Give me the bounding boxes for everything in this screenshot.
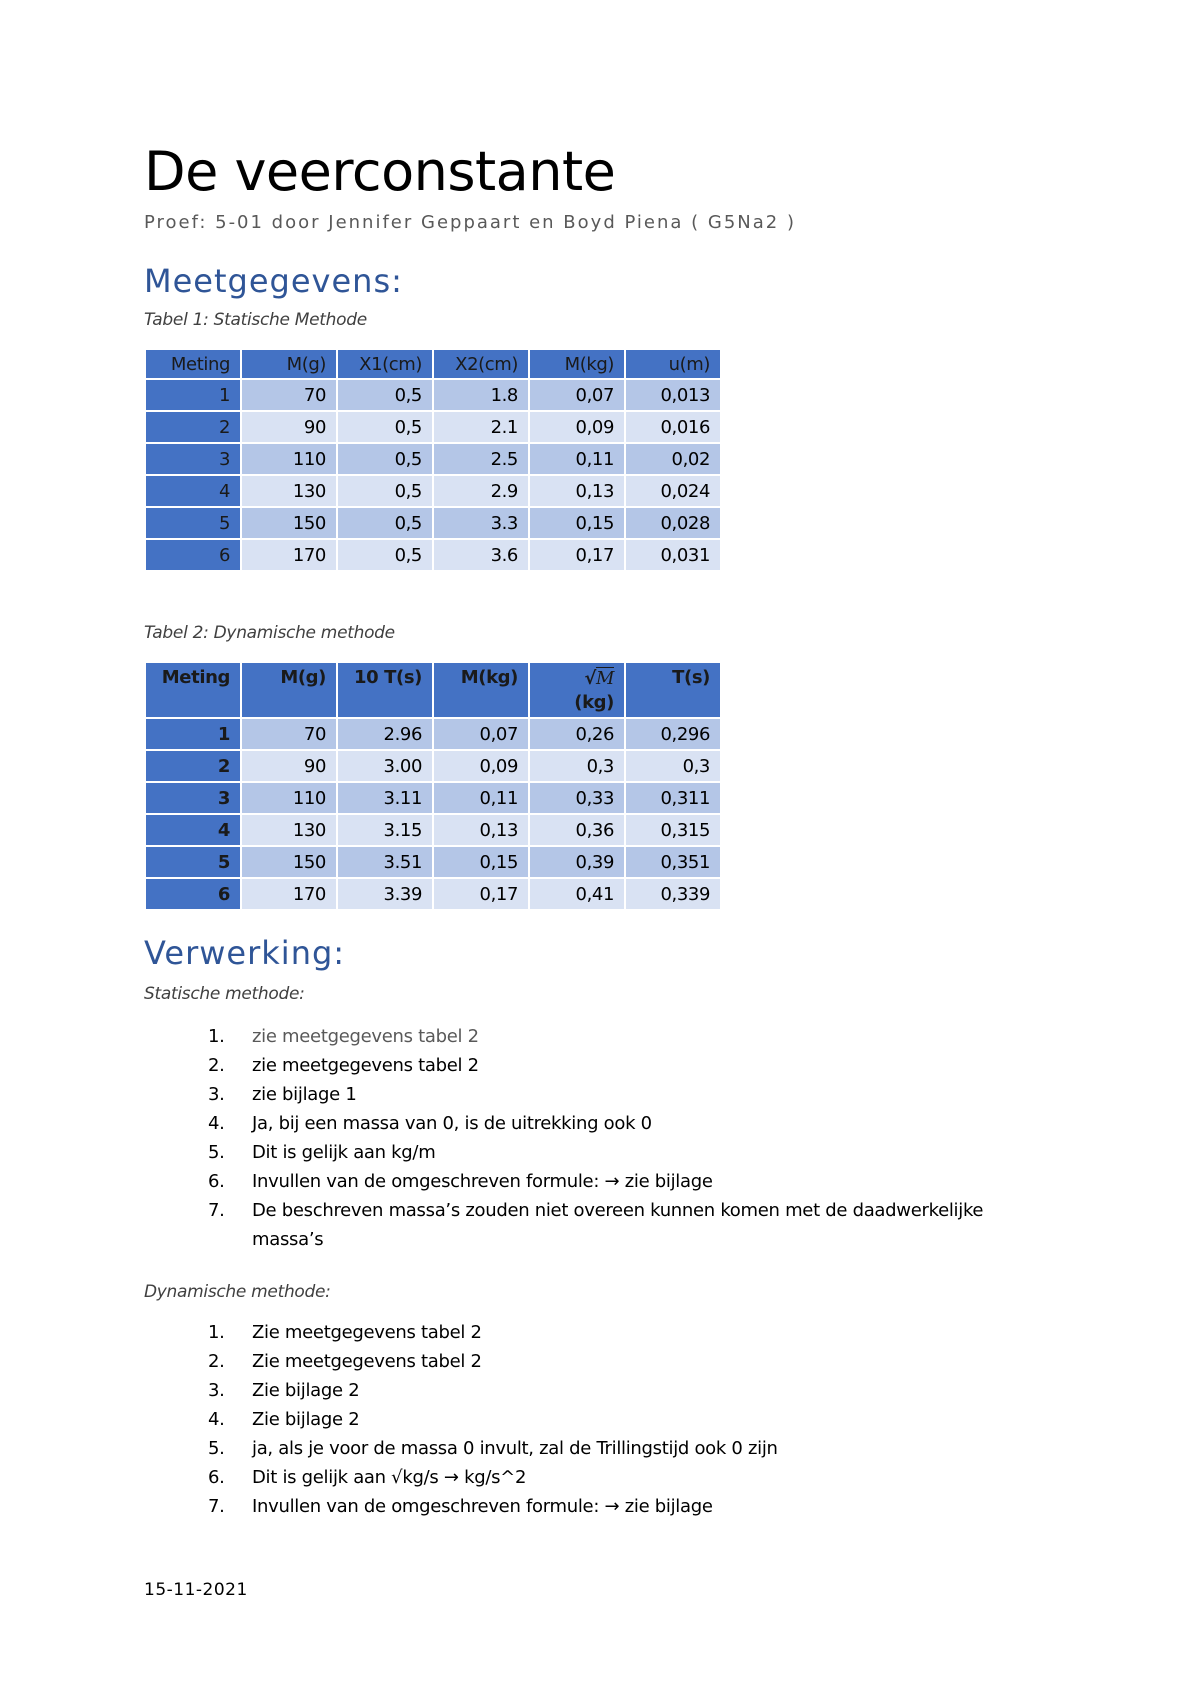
table-cell: 0,33	[529, 782, 625, 814]
footer-date: 15-11-2021	[144, 1580, 248, 1600]
table-cell: 0,016	[625, 411, 721, 443]
table-cell: 0,5	[337, 475, 433, 507]
table-row	[145, 878, 721, 910]
table-cell: 3.15	[337, 814, 433, 846]
table-cell: 0,07	[529, 379, 625, 411]
table-cell: 1.8	[433, 379, 529, 411]
row-index-cell: 4	[145, 814, 241, 846]
list-item-text: Zie meetgegevens tabel 2	[252, 1351, 482, 1372]
table-cell: 0,5	[337, 507, 433, 539]
table-cell: 0,031	[625, 539, 721, 571]
list-item-number: 7.	[208, 1496, 225, 1517]
table-cell: 0,02	[625, 443, 721, 475]
document-subtitle: Proef: 5-01 door Jennifer Geppaart en Boyd Piena ( G5Na2 )	[144, 212, 797, 233]
list-item-text: Invullen van de omgeschreven formule: → zie bijlage	[252, 1171, 713, 1192]
list-item-text: Dit is gelijk aan √kg/s → kg/s^2	[252, 1467, 527, 1488]
dynamisch-caption: Dynamische methode:	[144, 1282, 331, 1302]
list-item	[144, 1492, 1044, 1521]
row-index-cell: 3	[145, 443, 241, 475]
column-header: M(g)	[241, 349, 337, 379]
row-index-cell: 1	[145, 379, 241, 411]
column-header	[529, 662, 625, 718]
table-cell: 0,09	[433, 750, 529, 782]
list-item	[144, 1463, 1044, 1492]
row-index-cell: 6	[145, 539, 241, 571]
column-header: Meting	[145, 662, 241, 718]
list-item-number: 3.	[208, 1380, 225, 1401]
table-cell: 0,15	[529, 507, 625, 539]
table-cell: 0,13	[529, 475, 625, 507]
table-cell: 0,3	[625, 750, 721, 782]
table-cell: 0,315	[625, 814, 721, 846]
table-cell: 110	[241, 782, 337, 814]
sqrt-unit: (kg)	[574, 692, 614, 713]
table-cell: 0,13	[433, 814, 529, 846]
list-item-number: 5.	[208, 1142, 225, 1163]
table-cell: 0,41	[529, 878, 625, 910]
table-cell: 0,11	[529, 443, 625, 475]
list-item-text: Invullen van de omgeschreven formule: → zie bijlage	[252, 1496, 713, 1517]
document-title: De veerconstante	[144, 140, 616, 203]
list-item-number: 5.	[208, 1438, 225, 1459]
column-header: X2(cm)	[433, 349, 529, 379]
row-index-cell: 5	[145, 846, 241, 878]
table-cell: 0,17	[529, 539, 625, 571]
list-item	[144, 1376, 1044, 1405]
statisch-caption: Statische methode:	[144, 984, 305, 1004]
row-index-cell: 2	[145, 411, 241, 443]
table-cell: 2.1	[433, 411, 529, 443]
table-cell: 0,15	[433, 846, 529, 878]
table-cell: 0,013	[625, 379, 721, 411]
table-cell: 170	[241, 878, 337, 910]
list-item-text: zie meetgegevens tabel 2	[252, 1055, 479, 1076]
table-cell: 0,11	[433, 782, 529, 814]
list-item	[144, 1318, 1044, 1347]
table-row	[145, 507, 721, 539]
table-cell: 70	[241, 718, 337, 750]
table-cell: 0,5	[337, 379, 433, 411]
table-cell: 0,07	[433, 718, 529, 750]
table-cell: 130	[241, 814, 337, 846]
list-item-text: Zie bijlage 2	[252, 1380, 360, 1401]
table-row	[145, 782, 721, 814]
column-header: T(s)	[625, 662, 721, 718]
table-row	[145, 539, 721, 571]
table-row	[145, 379, 721, 411]
column-header: M(g)	[241, 662, 337, 718]
table-cell: 0,36	[529, 814, 625, 846]
list-item-number: 7.	[208, 1200, 225, 1221]
table-row	[145, 814, 721, 846]
table2-caption: Tabel 2: Dynamische methode	[144, 623, 395, 643]
table-cell: 90	[241, 750, 337, 782]
list-item	[144, 1109, 1044, 1138]
list-item-number: 2.	[208, 1055, 225, 1076]
table-dynamische-methode	[144, 661, 722, 911]
table-cell: 0,024	[625, 475, 721, 507]
table-cell: 110	[241, 443, 337, 475]
table-cell: 3.39	[337, 878, 433, 910]
sqrt-variable: M	[595, 668, 614, 689]
section-heading-meetgegevens: Meetgegevens:	[144, 262, 403, 300]
section-heading-verwerking: Verwerking:	[144, 934, 346, 972]
list-item-text: zie bijlage 1	[252, 1084, 357, 1105]
list-item-number: 3.	[208, 1084, 225, 1105]
list-item-text: ja, als je voor de massa 0 invult, zal de Trillingstijd ook 0 zijn	[252, 1438, 778, 1459]
list-item	[144, 1022, 1044, 1051]
table-cell: 150	[241, 846, 337, 878]
table-cell: 70	[241, 379, 337, 411]
list-item	[144, 1347, 1044, 1376]
table-cell: 0,351	[625, 846, 721, 878]
row-index-cell: 4	[145, 475, 241, 507]
table-cell: 0,5	[337, 411, 433, 443]
table-cell: 0,5	[337, 539, 433, 571]
table-cell: 90	[241, 411, 337, 443]
table-cell: 3.11	[337, 782, 433, 814]
table-cell: 3.00	[337, 750, 433, 782]
table-cell: 2.9	[433, 475, 529, 507]
list-item-number: 6.	[208, 1467, 225, 1488]
table-cell: 3.3	[433, 507, 529, 539]
list-item-number: 6.	[208, 1171, 225, 1192]
table-statische-methode	[144, 348, 722, 572]
row-index-cell: 2	[145, 750, 241, 782]
table-cell: 0,39	[529, 846, 625, 878]
table-row	[145, 846, 721, 878]
row-index-cell: 5	[145, 507, 241, 539]
statisch-steps-list	[144, 1022, 1044, 1254]
sqrt-symbol: √	[584, 668, 596, 689]
list-item-text: zie meetgegevens tabel 2	[252, 1026, 479, 1047]
dynamisch-steps-list	[144, 1318, 1044, 1521]
list-item	[144, 1080, 1044, 1109]
row-index-cell: 1	[145, 718, 241, 750]
table-cell: 130	[241, 475, 337, 507]
table-cell: 170	[241, 539, 337, 571]
list-item	[144, 1434, 1044, 1463]
list-item-text: Zie meetgegevens tabel 2	[252, 1322, 482, 1343]
column-header: 10 T(s)	[337, 662, 433, 718]
row-index-cell: 3	[145, 782, 241, 814]
list-item-number: 4.	[208, 1409, 225, 1430]
list-item-text: Zie bijlage 2	[252, 1409, 360, 1430]
list-item-text: De beschreven massa’s zouden niet overeen kunnen komen met de daadwerkelijke massa’s	[252, 1200, 984, 1250]
list-item	[144, 1167, 1044, 1196]
column-header: u(m)	[625, 349, 721, 379]
list-item-text: Dit is gelijk aan kg/m	[252, 1142, 436, 1163]
table-row	[145, 750, 721, 782]
table-row	[145, 443, 721, 475]
list-item	[144, 1138, 1044, 1167]
list-item	[144, 1405, 1044, 1434]
column-header: X1(cm)	[337, 349, 433, 379]
list-item-number: 4.	[208, 1113, 225, 1134]
list-item-text: Ja, bij een massa van 0, is de uitrekking ook 0	[252, 1113, 652, 1134]
table-cell: 150	[241, 507, 337, 539]
table-row	[145, 718, 721, 750]
table-cell: 3.6	[433, 539, 529, 571]
list-item-number: 1.	[208, 1026, 225, 1047]
table-cell: 0,339	[625, 878, 721, 910]
table-cell: 0,5	[337, 443, 433, 475]
table-cell: 0,3	[529, 750, 625, 782]
table-cell: 0,26	[529, 718, 625, 750]
table-cell: 3.51	[337, 846, 433, 878]
table-row	[145, 411, 721, 443]
table-cell: 2.5	[433, 443, 529, 475]
table-cell: 0,028	[625, 507, 721, 539]
row-index-cell: 6	[145, 878, 241, 910]
column-header: M(kg)	[433, 662, 529, 718]
table1-caption: Tabel 1: Statische Methode	[144, 310, 367, 330]
list-item-number: 2.	[208, 1351, 225, 1372]
table-cell: 2.96	[337, 718, 433, 750]
column-header: M(kg)	[529, 349, 625, 379]
list-item	[144, 1196, 1044, 1254]
table-row	[145, 475, 721, 507]
table-cell: 0,09	[529, 411, 625, 443]
table-cell: 0,296	[625, 718, 721, 750]
list-item-number: 1.	[208, 1322, 225, 1343]
list-item	[144, 1051, 1044, 1080]
table-cell: 0,17	[433, 878, 529, 910]
table-cell: 0,311	[625, 782, 721, 814]
column-header: Meting	[145, 349, 241, 379]
